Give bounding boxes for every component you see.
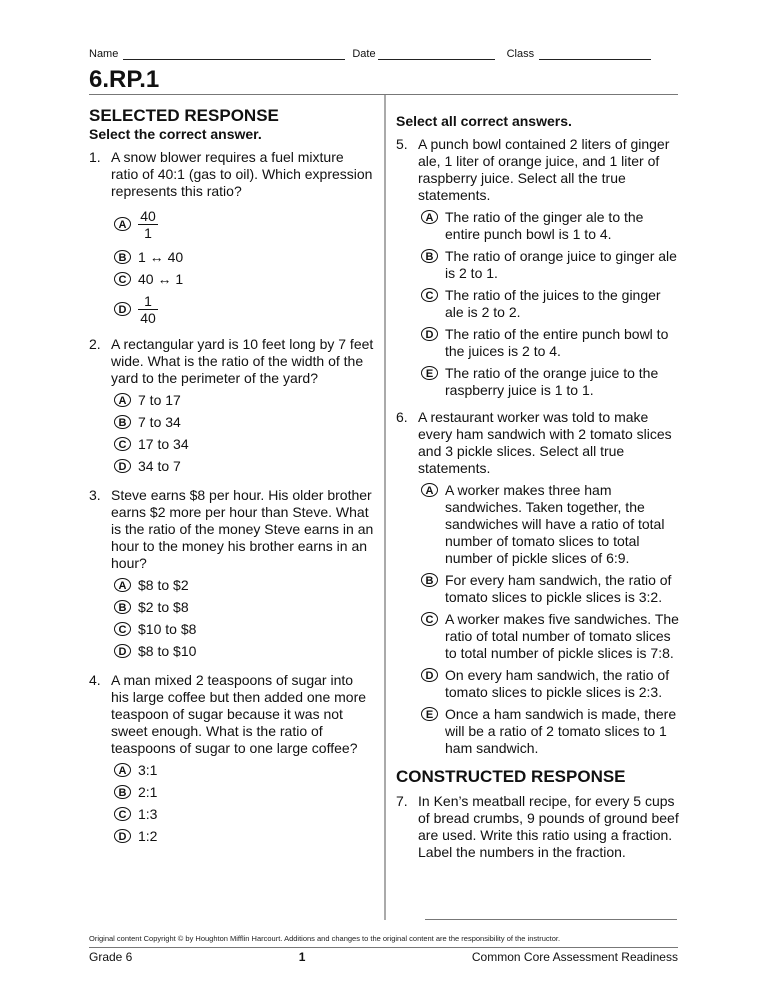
option-text: $10 to $8 (138, 621, 197, 637)
date-field[interactable] (378, 48, 495, 60)
fraction (138, 208, 158, 241)
bubble-icon[interactable]: D (114, 459, 131, 473)
question-number: 4. (89, 672, 101, 688)
page-number: 1 (298, 950, 306, 964)
name-label: Name (89, 48, 119, 60)
option-a[interactable] (114, 577, 374, 594)
option-b[interactable] (421, 572, 680, 606)
series-title: Common Core Assessment Readiness (471, 950, 678, 964)
option-d[interactable] (421, 667, 680, 701)
question-text: A rectangular yard is 10 feet long by 7 feet wide. What is the ratio of the width of the yard to the perimeter of the yard? (111, 336, 374, 386)
option-text: For every ham sandwich, the ratio of tomato slices to pickle slices is 3:2. (445, 572, 672, 605)
question-number: 5. (396, 136, 408, 152)
section-title-constructed: CONSTRUCTED RESPONSE (396, 767, 626, 786)
option-text: The ratio of the orange juice to the raspberry juice is 1 to 1. (445, 365, 659, 398)
bubble-icon[interactable]: C (114, 807, 131, 821)
bubble-icon[interactable]: B (421, 573, 438, 587)
bubble-icon[interactable]: A (114, 763, 131, 777)
option-text: The ratio of the ginger ale to the entire punch bowl is 1 to 4. (445, 209, 644, 242)
grade-label: Grade 6 (89, 950, 133, 964)
option-a[interactable] (421, 482, 680, 567)
option-d[interactable] (421, 326, 680, 360)
bubble-icon[interactable]: C (114, 272, 131, 286)
bubble-icon[interactable]: C (114, 437, 131, 451)
page-footer (89, 950, 678, 964)
student-info-header (89, 48, 678, 60)
bubble-icon[interactable]: E (421, 366, 438, 380)
question-number: 2. (89, 336, 101, 352)
bubble-icon[interactable]: B (114, 415, 131, 429)
option-b[interactable] (114, 784, 374, 801)
option-d[interactable] (114, 293, 374, 326)
option-c[interactable] (114, 621, 374, 638)
bubble-icon[interactable]: B (114, 785, 131, 799)
option-text: The ratio of the juices to the ginger ale is 2 to 2. (445, 287, 661, 320)
bubble-icon[interactable]: A (114, 393, 131, 407)
question-4 (89, 672, 374, 845)
footer-rule (89, 947, 678, 948)
option-d[interactable] (114, 828, 374, 845)
option-a[interactable] (114, 762, 374, 779)
option-text: The ratio of orange juice to ginger ale is 2 to 1. (445, 248, 677, 281)
option-b[interactable] (421, 248, 680, 282)
copyright-notice: Original content Copyright © by Houghton Mifflin Harcourt. Additions and changes to the original content are the responsibility of the instructor. (89, 934, 561, 943)
question-text: A restaurant worker was told to make every ham sandwich with 2 tomato slices and 3 pickle slices. Select all true statements. (418, 409, 672, 476)
option-e[interactable] (421, 365, 680, 399)
option-text: On every ham sandwich, the ratio of tomato slices to pickle slices is 2:3. (445, 667, 670, 700)
option-text: 3:1 (138, 762, 158, 778)
bubble-icon[interactable]: B (114, 250, 131, 264)
option-text: 34 to 7 (138, 458, 181, 474)
question-text: A punch bowl contained 2 liters of ginger ale, 1 liter of orange juice, and 1 liter of raspberry juice. Select all the true statements. (418, 136, 670, 203)
question-6 (396, 409, 680, 757)
bubble-icon[interactable]: B (114, 600, 131, 614)
question-text: In Ken’s meatball recipe, for every 5 cups of bread crumbs, 9 pounds of ground beef are used. Write this ratio using a fraction. Label the numbers in the fraction. (418, 793, 679, 860)
option-c[interactable] (421, 287, 680, 321)
bubble-icon[interactable]: D (114, 644, 131, 658)
option-text: A worker makes five sandwiches. The ratio of total number of tomato slices to total number of pickle slices is 7:8. (445, 611, 679, 661)
answer-line[interactable] (425, 919, 677, 920)
option-a[interactable] (114, 208, 374, 241)
question-5 (396, 136, 680, 399)
option-text: 7 to 34 (138, 414, 181, 430)
option-text: $2 to $8 (138, 599, 189, 615)
class-label: Class (506, 48, 535, 60)
name-field[interactable] (123, 48, 345, 60)
numerator: 1 (144, 293, 152, 309)
option-text: 40 ↔ 1 (138, 271, 184, 287)
section-title-selected: SELECTED RESPONSE (89, 106, 279, 125)
question-1 (89, 149, 374, 326)
instruction: Select the correct answer. (89, 126, 262, 142)
column-divider (384, 95, 386, 920)
denominator: 1 (144, 225, 152, 241)
option-text: 2:1 (138, 784, 158, 800)
bubble-icon[interactable]: E (421, 707, 438, 721)
bubble-icon[interactable]: A (114, 217, 131, 231)
question-number: 7. (396, 793, 408, 809)
option-d[interactable] (114, 643, 374, 660)
option-text: $8 to $10 (138, 643, 197, 659)
fraction (138, 293, 158, 326)
left-column (89, 106, 374, 845)
bubble-icon[interactable]: D (421, 327, 438, 341)
bubble-icon[interactable]: A (114, 578, 131, 592)
option-b[interactable] (114, 414, 374, 431)
bubble-icon[interactable]: A (421, 483, 438, 497)
question-number: 1. (89, 149, 101, 165)
question-number: 3. (89, 487, 101, 503)
bubble-icon[interactable]: C (421, 288, 438, 302)
option-text: 1:2 (138, 828, 158, 844)
option-text: The ratio of the entire punch bowl to the juices is 2 to 4. (445, 326, 669, 359)
option-text: A worker makes three ham sandwiches. Taken together, the sandwiches will have a ratio of total number of tomato slices to total number of pickle slices of 6:9. (445, 482, 665, 566)
bubble-icon[interactable]: C (421, 612, 438, 626)
option-text: $8 to $2 (138, 577, 189, 593)
numerator: 40 (140, 208, 156, 224)
option-text: 17 to 34 (138, 436, 189, 452)
bubble-icon[interactable]: B (421, 249, 438, 263)
denominator: 40 (140, 310, 156, 326)
question-2 (89, 336, 374, 475)
question-text: A snow blower requires a fuel mixture ratio of 40:1 (gas to oil). Which expression represents this ratio? (111, 149, 373, 199)
option-b[interactable] (114, 599, 374, 616)
question-text: A man mixed 2 teaspoons of sugar into his large coffee but then added one more teaspoon of sugar because it was not sweet enough. What is the ratio of teaspoons of sugar to one large coffee? (111, 672, 367, 756)
option-text: 1 ↔ 40 (138, 249, 184, 265)
question-3 (89, 487, 374, 660)
option-b[interactable] (114, 249, 374, 266)
question-7 (396, 793, 680, 861)
bubble-icon[interactable]: D (114, 302, 131, 316)
bubble-icon[interactable]: D (114, 829, 131, 843)
option-text: 7 to 17 (138, 392, 181, 408)
instruction: Select all correct answers. (396, 113, 572, 129)
question-text: Steve earns $8 per hour. His older brother earns $2 more per hour than Steve. What is the ratio of the money Steve earns in an hour to the money his brother earns in an hour? (111, 487, 374, 571)
date-label: Date (352, 48, 376, 60)
class-field[interactable] (539, 48, 651, 60)
page-title: 6.RP.1 (89, 66, 160, 93)
option-c[interactable] (114, 806, 374, 823)
bubble-icon[interactable]: D (421, 668, 438, 682)
option-a[interactable] (114, 392, 374, 409)
option-text: 1:3 (138, 806, 158, 822)
option-c[interactable] (114, 436, 374, 453)
option-a[interactable] (421, 209, 680, 243)
option-text: Once a ham sandwich is made, there will be a ratio of 2 tomato slices to 1 ham sandwich. (445, 706, 677, 756)
option-d[interactable] (114, 458, 374, 475)
bubble-icon[interactable]: A (421, 210, 438, 224)
option-c[interactable] (114, 271, 374, 288)
option-e[interactable] (421, 706, 680, 757)
right-column (396, 113, 680, 861)
bubble-icon[interactable]: C (114, 622, 131, 636)
question-number: 6. (396, 409, 408, 425)
option-c[interactable] (421, 611, 680, 662)
